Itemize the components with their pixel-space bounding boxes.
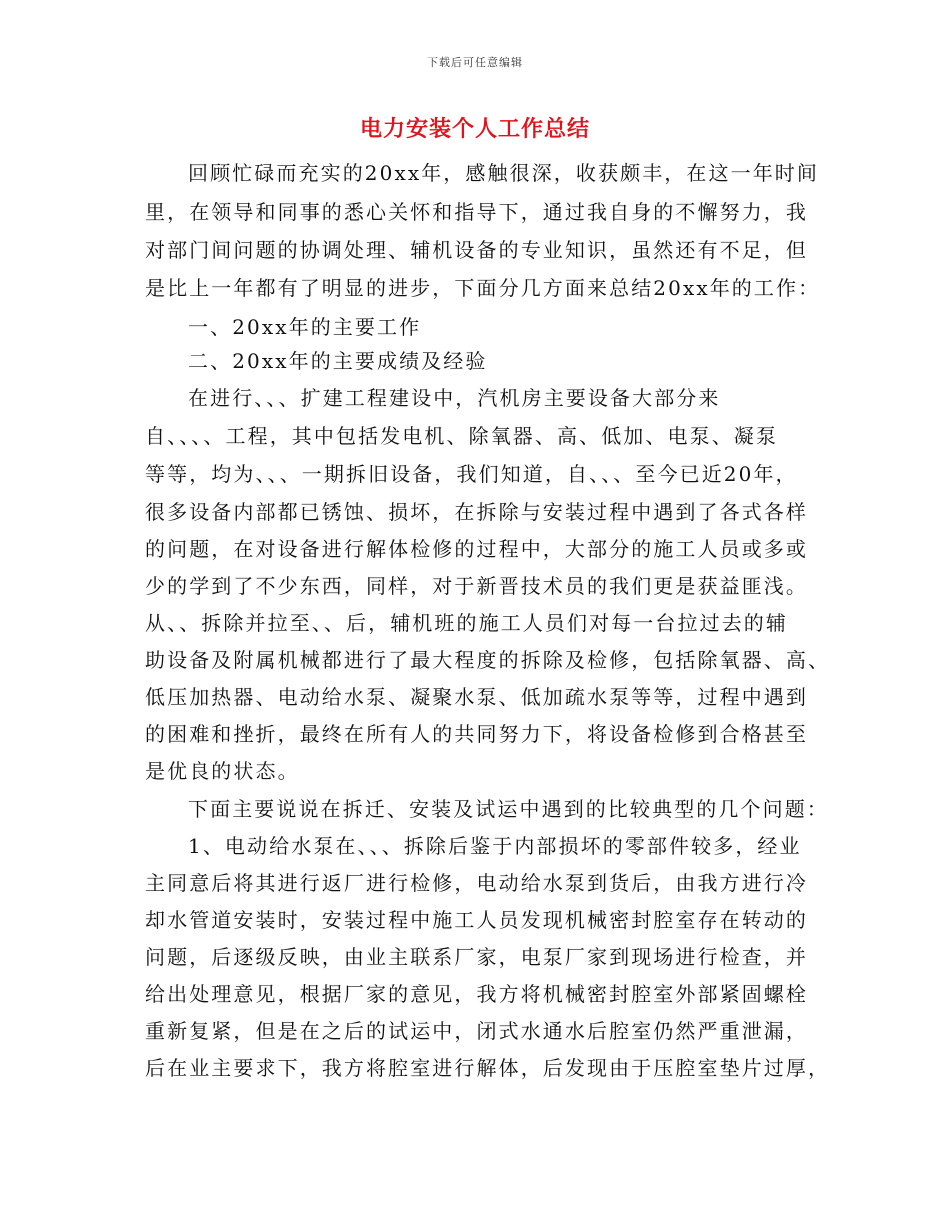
paragraph-line: 的问题，在对设备进行解体检修的过程中，大部分的施工人员或多或	[145, 537, 808, 561]
paragraph-line: 却水管道安装时，安装过程中施工人员发现机械密封腔室存在转动的	[145, 908, 808, 932]
paragraph-line: 是优良的状态。	[145, 759, 300, 783]
paragraph-line: 后在业主要求下，我方将腔室进行解体，后发现由于压腔室垫片过厚，	[145, 1056, 831, 1080]
paragraph-line: 的困难和挫折，最终在所有人的共同努力下，将设备检修到合格甚至	[145, 722, 808, 746]
header-note: 下载后可任意编辑	[427, 56, 523, 69]
paragraph-line: 是比上一年都有了明显的进步，下面分几方面来总结20xx年的工作：	[145, 276, 821, 300]
paragraph-line: 里，在领导和同事的悉心关怀和指导下，通过我自身的不懈努力，我	[145, 200, 808, 224]
paragraph-line: 自、、、、工程，其中包括发电机、除氧器、高、低加、电泵、凝泵	[145, 424, 778, 448]
section-heading: 一、20xx年的主要工作	[188, 315, 422, 339]
paragraph-line: 少的学到了不少东西，同样，对于新晋技术员的我们更是获益匪浅。	[145, 574, 808, 598]
paragraph-line: 问题，后逐级反映，由业主联系厂家，电泵厂家到现场进行检查，并	[145, 945, 808, 969]
paragraph-line: 主同意后将其进行返厂进行检修，电动给水泵到货后，由我方进行冷	[145, 871, 808, 895]
section-heading: 二、20xx年的主要成绩及经验	[188, 349, 488, 373]
paragraph-line: 重新复紧，但是在之后的试运中，闭式水通水后腔室仍然严重泄漏，	[145, 1019, 808, 1043]
paragraph-line: 低压加热器、电动给水泵、凝聚水泵、低加疏水泵等等，过程中遇到	[145, 685, 808, 709]
paragraph-line: 很多设备内部都已锈蚀、损坏，在拆除与安装过程中遇到了各式各样	[145, 500, 808, 524]
paragraph-line: 给出处理意见，根据厂家的意见，我方将机械密封腔室外部紧固螺栓	[145, 982, 808, 1006]
paragraph-line: 助设备及附属机械都进行了最大程度的拆除及检修，包括除氧器、高、	[145, 648, 831, 672]
paragraph-line: 1、电动给水泵在、、、拆除后鉴于内部损坏的零部件较多，经业	[188, 834, 802, 858]
paragraph-line: 等等，均为、、、一期拆旧设备，我们知道，自、、、至今已近20年，	[145, 462, 798, 486]
paragraph-line: 在进行、、、扩建工程建设中，汽机房主要设备大部分来	[188, 386, 721, 410]
paragraph-line: 下面主要说说在拆迁、安装及试运中遇到的比较典型的几个问题：	[188, 797, 829, 821]
document-title: 电力安装个人工作总结	[359, 116, 590, 142]
paragraph-line: 回顾忙碌而充实的20xx年，感触很深，收获颇丰，在这一年时间	[188, 161, 820, 185]
paragraph-line: 对部门间问题的协调处理、辅机设备的专业知识，虽然还有不足，但	[145, 238, 808, 262]
paragraph-line: 从、、拆除并拉至、、后，辅机班的施工人员们对每一台拉过去的辅	[145, 611, 788, 635]
